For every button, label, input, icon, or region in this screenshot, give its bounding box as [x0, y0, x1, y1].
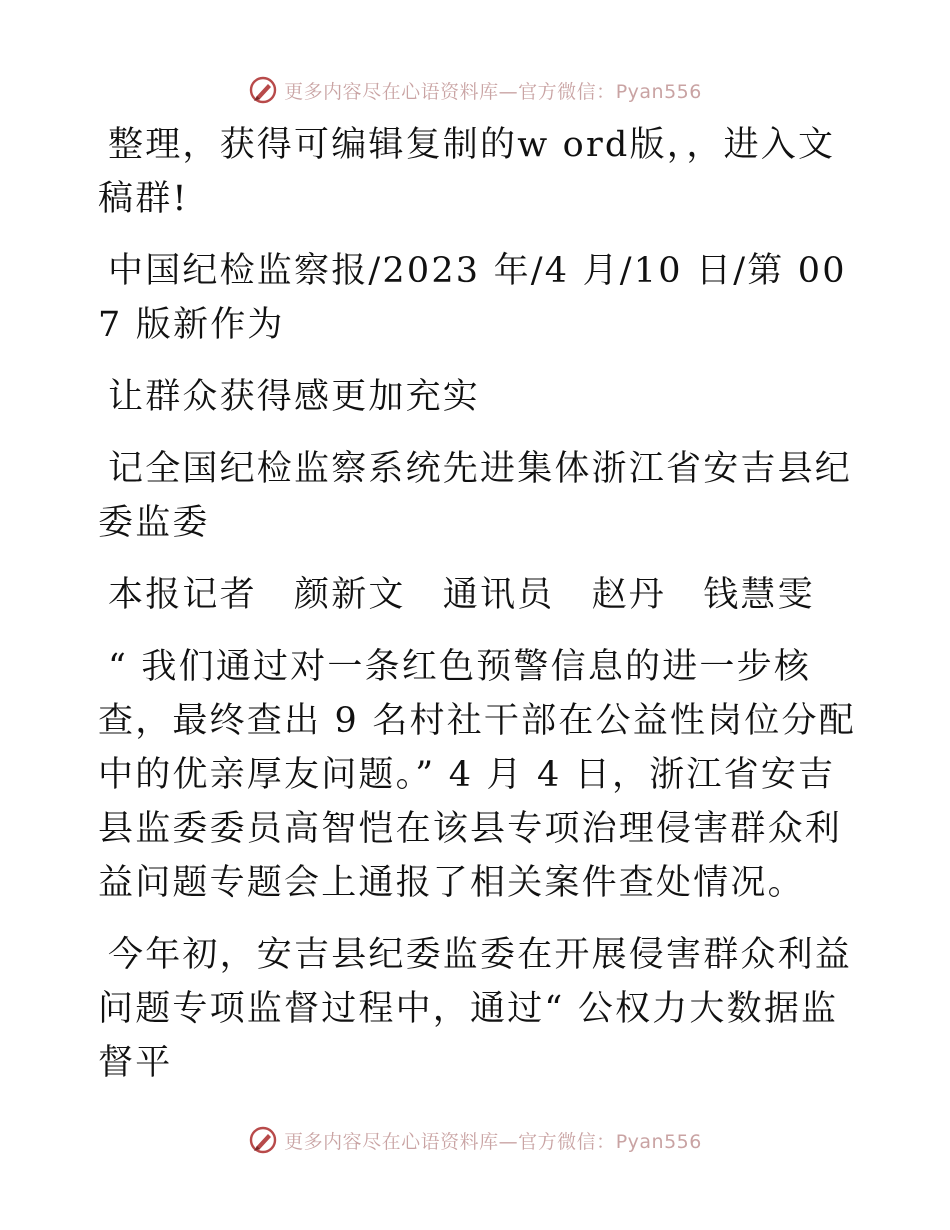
pen-logo-icon [248, 1125, 278, 1155]
byline: 本报记者 颜新文 通讯员 赵丹 钱慧雯 [108, 575, 815, 615]
watermark-text: 更多内容尽在心语资料库—官方微信：Pyan556 [284, 1130, 702, 1153]
paragraph-body-2: 今年初，安吉县纪委监委在开展侵害群众利益问题专项监督过程中，通过“ 公权力大数据监督平 [98, 935, 853, 1083]
document-body [98, 118, 858, 1090]
watermark-text: 更多内容尽在心语资料库—官方微信：Pyan556 [284, 80, 702, 103]
paragraph-source: 中国纪检监察报/2023 年/4 月/10 日/第 007 版新作为 [98, 251, 847, 345]
subheadline: 记全国纪检监察系统先进集体浙江省安吉县纪委监委 [98, 449, 853, 543]
watermark-banner-bottom [0, 1120, 950, 1160]
paragraph-intro: 整理，获得可编辑复制的w ord版，，进入文稿群! [98, 125, 836, 219]
watermark-banner-top [0, 70, 950, 110]
pen-logo-icon [248, 75, 278, 105]
headline: 让群众获得感更加充实 [108, 377, 481, 417]
paragraph-body-1: “ 我们通过对一条红色预警信息的进一步核查，最终查出 9 名村社干部在公益性岗位分配中的优亲厚友问题。” 4 月 4 日，浙江省安吉县监委委员高智恺在该县专项治理侵害群众利益问题专题会上通报了相关案件查处情况。 [98, 647, 856, 903]
